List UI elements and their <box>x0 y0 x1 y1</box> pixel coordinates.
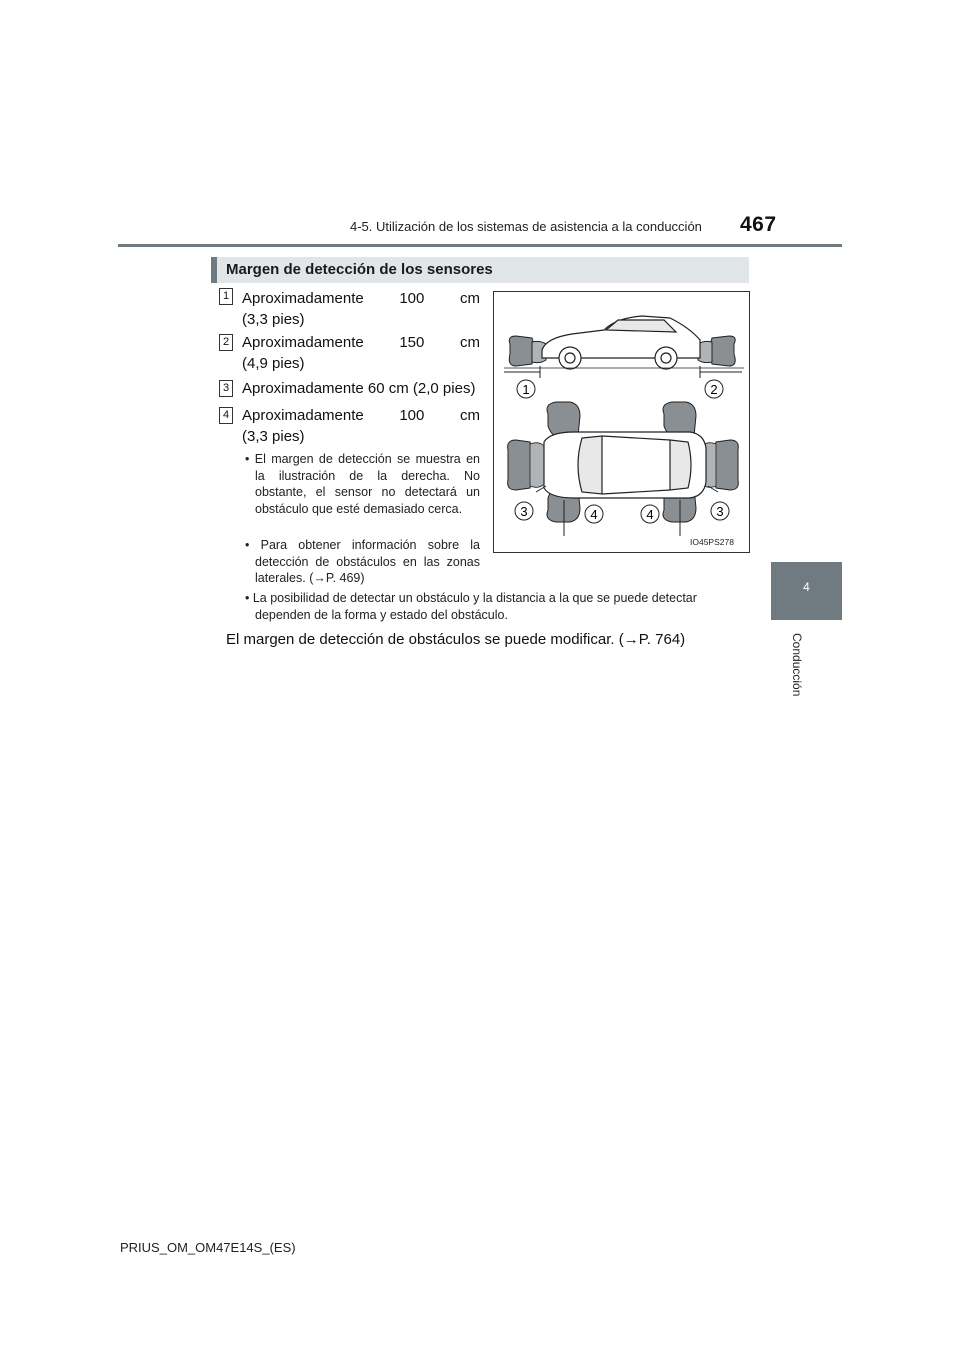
bullet-detection-range: • El margen de detección se muestra en la ilustración de la derecha. No obstante, el sensor no detectará un obstáculo que esté demasiado cerca. <box>245 452 480 516</box>
item-number-3: 3 <box>219 380 233 397</box>
callout-2-label: 2 <box>710 382 718 397</box>
item-4-line1 <box>242 405 480 426</box>
item-4-text <box>242 405 480 447</box>
chapter-title: Conducción <box>790 633 804 697</box>
side-front-zone <box>509 336 534 366</box>
item-4-word: cm <box>459 407 480 424</box>
chapter-number: 4 <box>803 580 810 594</box>
car-side-windows <box>606 320 676 332</box>
callout-3-left-label: 3 <box>520 504 528 519</box>
bullet-side-detection: • Para obtener información sobre la detección de obstáculos en las zonas laterales. (→P. 469) <box>245 538 480 586</box>
item-2-word: Aproximadamente <box>242 334 364 351</box>
note-range-modifiable: El margen de detección de obstáculos se puede modificar. (→P. 764) <box>226 631 686 648</box>
callout-4-right-label: 4 <box>646 507 654 522</box>
item-2-text <box>242 332 480 374</box>
item-4-word: 100 <box>399 407 425 424</box>
section-title: Margen de detección de los sensores <box>226 261 493 278</box>
header-divider <box>118 244 842 247</box>
car-top-windshield <box>578 436 602 494</box>
callout-1-label: 1 <box>522 382 530 397</box>
sensor-range-illustration <box>493 291 750 553</box>
item-2-line2: (4,9 pies) <box>242 355 305 372</box>
running-header-section: 4-5. Utilización de los sistemas de asistencia a la conducción <box>350 219 702 234</box>
item-4-line2: (3,3 pies) <box>242 428 305 445</box>
document-code-footer: PRIUS_OM_OM47E14S_(ES) <box>120 1240 296 1255</box>
callout-3-right-label: 3 <box>716 504 724 519</box>
item-1-line2: (3,3 pies) <box>242 311 305 328</box>
callout-4-left-label: 4 <box>590 507 598 522</box>
side-rear-zone <box>710 336 735 366</box>
page-number: 467 <box>740 213 777 236</box>
figure-code: IO45PS278 <box>690 537 734 547</box>
car-rear-hub <box>661 353 671 363</box>
car-top-rear-window <box>670 440 691 490</box>
item-3-text: Aproximadamente 60 cm (2,0 pies) <box>242 380 476 397</box>
item-number-4: 4 <box>219 407 233 424</box>
item-1-line1 <box>242 288 480 309</box>
item-1-text <box>242 288 480 330</box>
sensor-range-drawing <box>494 292 751 554</box>
car-front-hub <box>565 353 575 363</box>
item-1-word: 100 <box>399 290 425 307</box>
item-4-word: Aproximadamente <box>242 407 364 424</box>
item-number-2: 2 <box>219 334 233 351</box>
item-number-1: 1 <box>219 288 233 305</box>
bullet-detection-conditions: • La posibilidad de detectar un obstáculo y la distancia a la que se puede detectar dependen de la forma y estado del obstáculo. <box>245 591 697 622</box>
chapter-tab <box>771 562 842 620</box>
item-1-word: cm <box>459 290 480 307</box>
chapter-title-vertical <box>790 633 804 703</box>
item-2-word: 150 <box>399 334 425 351</box>
section-heading-bar <box>211 257 217 283</box>
item-1-word: Aproximadamente <box>242 290 364 307</box>
item-2-word: cm <box>459 334 480 351</box>
item-2-line1 <box>242 332 480 353</box>
section-heading <box>211 257 749 283</box>
